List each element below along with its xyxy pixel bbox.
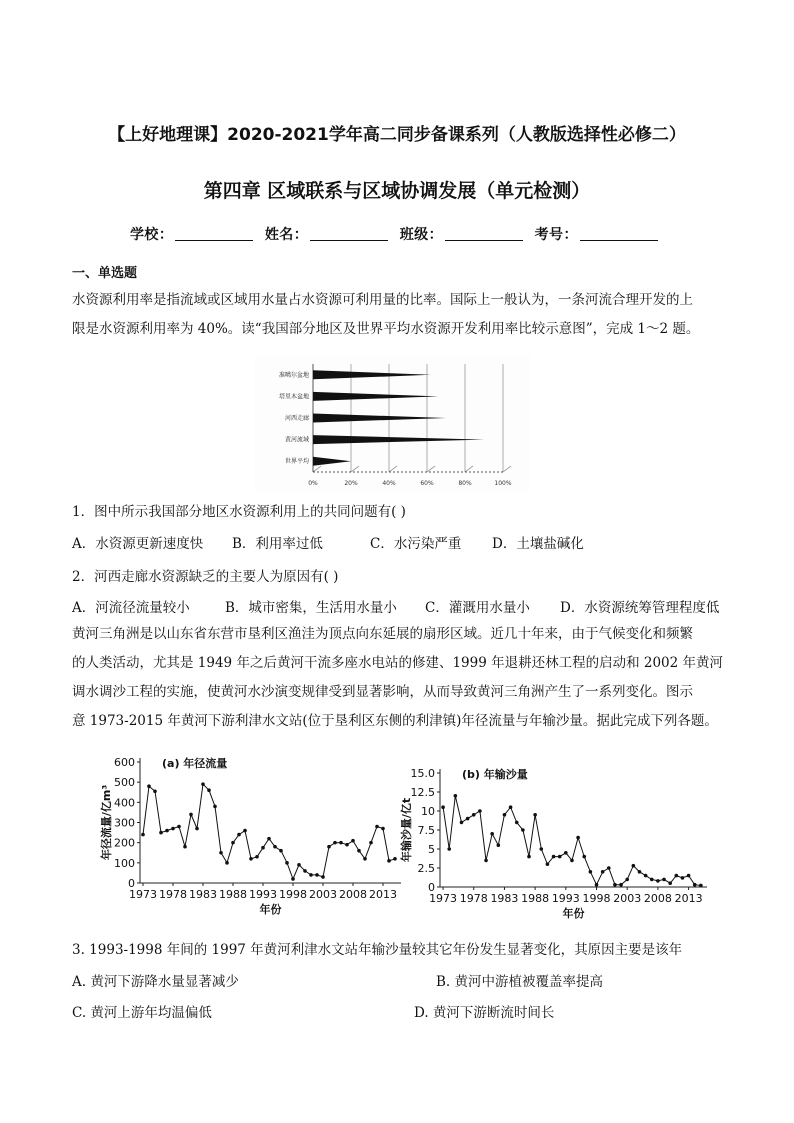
data-point bbox=[153, 789, 157, 793]
water-use-rate-chart bbox=[255, 356, 530, 491]
data-point bbox=[213, 805, 217, 809]
data-point bbox=[460, 821, 464, 825]
data-point bbox=[527, 855, 531, 859]
annual-sediment-chart bbox=[392, 760, 722, 925]
data-point bbox=[207, 788, 211, 792]
y-tick-label: 300 bbox=[114, 816, 135, 830]
x-tick-label: 2013 bbox=[369, 888, 397, 901]
data-point bbox=[279, 849, 283, 853]
data-point bbox=[147, 784, 151, 788]
data-point bbox=[546, 862, 550, 866]
data-point bbox=[189, 813, 193, 817]
data-point bbox=[297, 863, 301, 867]
x-tick-label: 2003 bbox=[309, 888, 337, 901]
data-point bbox=[357, 849, 361, 853]
q2-option-c[interactable]: C．灌溉用水量小 bbox=[425, 600, 530, 616]
data-point bbox=[638, 870, 642, 874]
data-point bbox=[285, 861, 289, 865]
data-point bbox=[171, 827, 175, 831]
y-tick-label: 0 bbox=[428, 881, 435, 894]
data-point bbox=[441, 805, 445, 809]
question-3-stem: 3. 1993-1998 年间的 1997 年黄河利津水文站年输沙量较其它年份发生显著变化，其原因主要是该年 bbox=[72, 942, 683, 958]
x-tick-label: 2013 bbox=[674, 892, 703, 905]
y-axis-title: 年输沙量/亿t bbox=[400, 797, 413, 863]
data-point bbox=[693, 883, 697, 887]
data-point bbox=[195, 827, 199, 831]
data-point bbox=[243, 829, 247, 833]
x-tick-label: 20% bbox=[344, 480, 358, 487]
x-tick-label: 80% bbox=[458, 480, 472, 487]
series-line bbox=[443, 796, 701, 886]
data-point bbox=[503, 813, 507, 817]
data-point bbox=[632, 864, 636, 868]
data-point bbox=[539, 847, 543, 851]
y-tick-label: 400 bbox=[114, 796, 135, 810]
data-point bbox=[303, 869, 307, 873]
chart-title: (a) 年径流量 bbox=[162, 757, 228, 770]
passage-1 bbox=[72, 286, 728, 344]
annual-runoff-chart bbox=[88, 750, 408, 925]
x-tick-label: 1983 bbox=[189, 888, 217, 901]
q3-option-a[interactable]: A. 黄河下游降水量显著减少 bbox=[72, 974, 239, 990]
y-tick-label: 100 bbox=[114, 856, 135, 870]
data-point bbox=[177, 825, 181, 829]
category-label: 黄河流域 bbox=[284, 436, 309, 444]
x-tick-label: 1993 bbox=[551, 892, 580, 905]
data-point bbox=[509, 805, 513, 809]
y-axis-title: 年径流量/亿m³ bbox=[100, 784, 113, 861]
x-tick-label: 1998 bbox=[279, 888, 307, 901]
data-point bbox=[333, 841, 337, 845]
data-point bbox=[273, 845, 277, 849]
x-tick-label: 2008 bbox=[643, 892, 672, 905]
passage-2-line: 黄河三角洲是以山东省东营市垦利区渔洼为顶点向东延展的扇形区域。近几十年来，由于气候变化和频繁 bbox=[72, 626, 693, 642]
q1-option-c[interactable]: C．水污染严重 bbox=[370, 536, 462, 552]
passage-2-line: 的人类活动，尤其是 1949 年之后黄河干流多座水电站的修建、1999 年退耕还林工程的启动和 2002 年黄河 bbox=[72, 655, 724, 671]
student-info-line bbox=[0, 224, 794, 244]
data-point bbox=[607, 866, 611, 870]
data-point bbox=[315, 873, 319, 877]
passage-2-line: 调水调沙工程的实施，使黄河水沙演变规律受到显著影响，从而导致黄河三角洲产生了一系列变化。图示 bbox=[72, 684, 693, 700]
data-point bbox=[345, 843, 349, 847]
data-point bbox=[141, 833, 145, 837]
data-point bbox=[564, 851, 568, 855]
data-point bbox=[650, 878, 654, 882]
data-point bbox=[466, 817, 470, 821]
category-label: 河西走廊 bbox=[284, 415, 309, 422]
y-tick-label: 0 bbox=[128, 877, 135, 890]
data-point bbox=[363, 857, 367, 861]
data-point bbox=[267, 837, 271, 841]
data-point bbox=[625, 878, 629, 882]
data-point bbox=[351, 839, 355, 843]
x-tick-label: 2003 bbox=[613, 892, 642, 905]
data-point bbox=[309, 873, 313, 877]
class-label: 班级： bbox=[399, 227, 444, 243]
x-tick-label: 1978 bbox=[159, 888, 187, 901]
passage-1-line: 水资源利用率是指流域或区域用水量占水资源可利用量的比率。国际上一般认为，一条河流合理开发的上 bbox=[72, 292, 693, 308]
x-axis-title: 年份 bbox=[259, 903, 282, 916]
data-point bbox=[582, 855, 586, 859]
category-label: 塔里木盆地 bbox=[278, 393, 309, 401]
y-tick-label: 600 bbox=[114, 756, 135, 769]
x-tick-label: 1973 bbox=[429, 892, 458, 905]
data-point bbox=[656, 879, 660, 883]
q2-option-b[interactable]: B．城市密集，生活用水量小 bbox=[225, 600, 397, 616]
data-point bbox=[261, 846, 265, 850]
y-tick-label: 200 bbox=[114, 836, 135, 850]
y-tick-label: 7.5 bbox=[417, 824, 435, 837]
q3-option-d[interactable]: D. 黄河下游断流时间长 bbox=[414, 1005, 555, 1021]
data-point bbox=[497, 843, 501, 847]
data-point bbox=[201, 782, 205, 786]
section-heading: 一、单选题 bbox=[72, 266, 138, 281]
y-tick-label: 5 bbox=[428, 843, 435, 856]
data-point bbox=[375, 825, 379, 829]
data-point bbox=[687, 874, 691, 878]
q2-option-a[interactable]: A．河流径流量较小 bbox=[72, 600, 190, 616]
data-point bbox=[159, 831, 163, 835]
data-point bbox=[570, 859, 574, 863]
y-tick-label: 15.0 bbox=[410, 767, 435, 780]
q2-option-d[interactable]: D．水资源统筹管理程度低 bbox=[560, 600, 720, 616]
chapter-title: 第四章 区域联系与区域协调发展（单元检测） bbox=[203, 180, 591, 202]
data-point bbox=[668, 881, 672, 885]
passage-2 bbox=[72, 620, 728, 736]
data-point bbox=[552, 855, 556, 859]
y-tick-label: 2.5 bbox=[417, 862, 435, 875]
document-title: 【上好地理课】2020-2021学年高二同步备课系列（人教版选择性必修二） bbox=[108, 125, 686, 145]
data-point bbox=[321, 875, 325, 879]
data-point bbox=[183, 845, 187, 849]
data-point bbox=[472, 813, 476, 817]
data-point bbox=[454, 794, 458, 798]
q1-option-a[interactable]: A．水资源更新速度快 bbox=[72, 536, 204, 552]
school-label: 学校： bbox=[129, 227, 174, 243]
series-line bbox=[143, 784, 395, 879]
data-point bbox=[484, 859, 488, 863]
x-tick-label: 1998 bbox=[582, 892, 611, 905]
x-tick-label: 1978 bbox=[459, 892, 488, 905]
data-point bbox=[644, 874, 648, 878]
passage-1-line: 限是水资源利用率为 40%。读“我国部分地区及世界平均水资源开发利用率比较示意图”，完成 1～2 题。 bbox=[72, 321, 700, 337]
data-point bbox=[165, 829, 169, 833]
q1-option-b[interactable]: B．利用率过低 bbox=[232, 536, 323, 552]
x-tick-label: 2008 bbox=[339, 888, 367, 901]
data-point bbox=[601, 870, 605, 874]
x-tick-label: 60% bbox=[420, 480, 434, 487]
category-label: 世界平均 bbox=[284, 458, 309, 466]
data-point bbox=[255, 855, 259, 859]
data-point bbox=[225, 861, 229, 865]
data-point bbox=[613, 883, 617, 887]
data-point bbox=[219, 851, 223, 855]
chart-title: (b) 年输沙量 bbox=[462, 768, 528, 781]
data-point bbox=[478, 809, 482, 813]
category-label: 准噶尔盆地 bbox=[278, 371, 309, 379]
data-point bbox=[675, 874, 679, 878]
data-point bbox=[576, 836, 580, 840]
data-point bbox=[327, 845, 331, 849]
y-tick-label: 500 bbox=[114, 776, 135, 790]
class-blank[interactable] bbox=[445, 226, 523, 241]
passage-2-line: 意 1973-2015 年黄河下游利津水文站(位于垦利区东侧的利津镇)年径流量与年输沙量。据此完成下列各题。 bbox=[72, 713, 718, 729]
x-axis-title: 年份 bbox=[562, 907, 585, 920]
exam-number-blank[interactable] bbox=[580, 226, 658, 241]
data-point bbox=[681, 876, 685, 880]
data-point bbox=[589, 870, 593, 874]
q1-option-d[interactable]: D．土壤盐碱化 bbox=[492, 536, 584, 552]
data-point bbox=[595, 883, 599, 887]
data-point bbox=[662, 878, 666, 882]
x-tick-label: 40% bbox=[382, 480, 396, 487]
data-point bbox=[699, 884, 703, 888]
data-point bbox=[369, 841, 373, 845]
data-point bbox=[249, 857, 253, 861]
data-point bbox=[387, 859, 391, 863]
q3-option-b[interactable]: B. 黄河中游植被覆盖率提高 bbox=[436, 974, 604, 990]
data-point bbox=[447, 847, 451, 851]
y-tick-label: 12.5 bbox=[410, 786, 435, 799]
data-point bbox=[291, 877, 295, 881]
school-blank[interactable] bbox=[175, 226, 253, 241]
data-point bbox=[237, 833, 241, 837]
data-point bbox=[521, 828, 525, 832]
x-tick-label: 1973 bbox=[129, 888, 157, 901]
exam-number-label: 考号： bbox=[534, 227, 579, 243]
data-point bbox=[231, 841, 235, 845]
name-label: 姓名： bbox=[264, 227, 309, 243]
data-point bbox=[533, 813, 537, 817]
x-tick-label: 0% bbox=[308, 480, 318, 487]
x-tick-label: 1993 bbox=[249, 888, 277, 901]
x-tick-label: 1983 bbox=[490, 892, 519, 905]
name-blank[interactable] bbox=[310, 226, 388, 241]
x-tick-label: 1988 bbox=[219, 888, 247, 901]
data-point bbox=[339, 841, 343, 845]
data-point bbox=[619, 883, 623, 887]
q3-option-c[interactable]: C. 黄河上游年均温偏低 bbox=[72, 1005, 212, 1021]
question-2-stem: 2．河西走廊水资源缺乏的主要人为原因有( ) bbox=[72, 569, 339, 585]
y-tick-label: 10 bbox=[421, 805, 435, 818]
x-tick-label: 1988 bbox=[521, 892, 550, 905]
data-point bbox=[515, 821, 519, 825]
x-tick-label: 100% bbox=[494, 480, 512, 487]
question-1-stem: 1．图中所示我国部分地区水资源利用上的共同问题有( ) bbox=[72, 504, 406, 520]
data-point bbox=[558, 855, 562, 859]
data-point bbox=[490, 832, 494, 836]
data-point bbox=[381, 827, 385, 831]
